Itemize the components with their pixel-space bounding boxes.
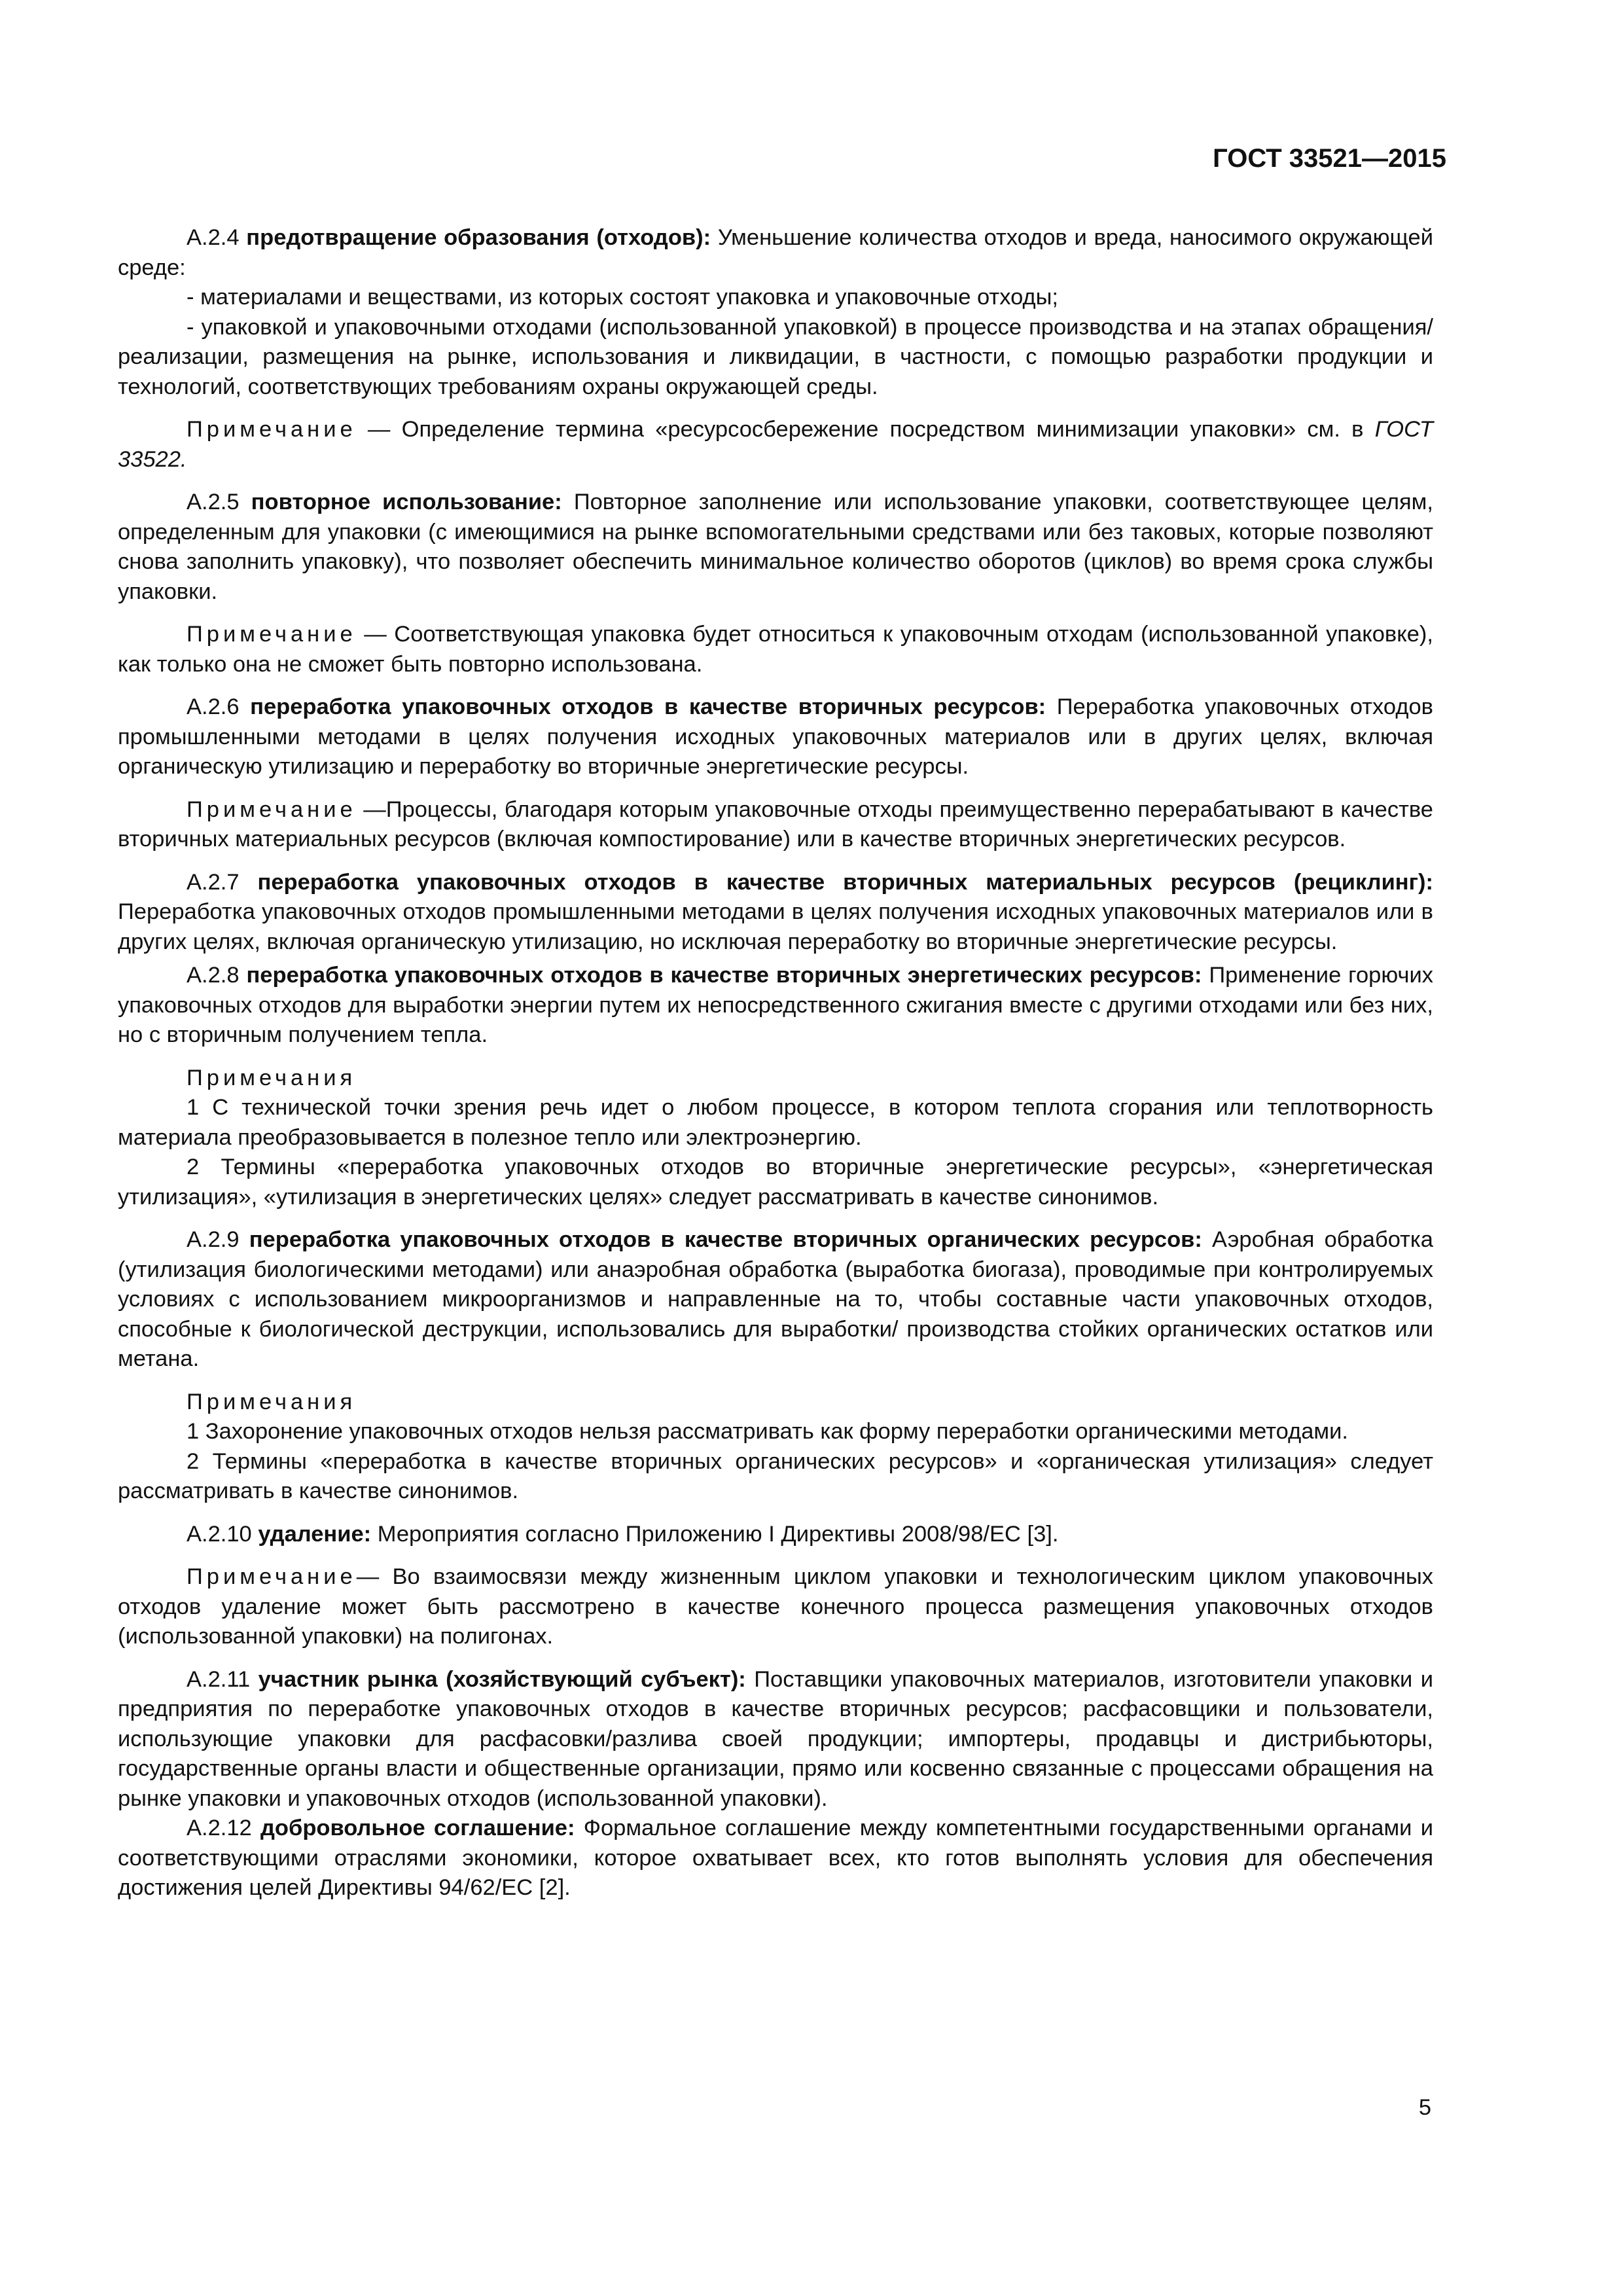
note-label: Примечание	[187, 622, 357, 647]
term: переработка упаковочных отходов в качестве вторичных энергетических ресурсов:	[246, 963, 1202, 988]
term: переработка упаковочных отходов в качестве вторичных ресурсов:	[250, 694, 1046, 719]
clause-number: А.2.8	[187, 963, 247, 988]
term: добровольное соглашение:	[260, 1816, 575, 1840]
note-a26	[118, 795, 1433, 855]
page-number: 5	[1418, 2095, 1431, 2120]
clause-a210	[118, 1520, 1433, 1550]
clause-number: А.2.9	[187, 1227, 249, 1252]
clause-a212	[118, 1814, 1433, 1903]
document-header: ГОСТ 33521—2015	[1213, 144, 1446, 173]
note-text: — Соответствующая упаковка будет относиться к упаковочным отходам (использованной упаковке), как только она не сможет быть повторно использована.	[118, 622, 1433, 677]
notes-label: Примечания	[187, 1389, 357, 1414]
note-item: 1 С технической точки зрения речь идет о любом процессе, в котором теплота сгорания или теплотворность материала преобразовывается в полезное тепло или электроэнергию.	[118, 1095, 1433, 1150]
list-item: - упаковкой и упаковочными отходами (использованной упаковкой) в процессе производства и на этапах обращения/реализации, размещения на рынке, использования и ликвидации, в частности, с помощью разработки продукции и технологий, соответствующих требованиям охраны окружающей среды.	[118, 314, 1433, 399]
definition: Аэробная обработка (утилизация биологическими методами) или анаэробная обработка (выработка биогаза), проводимые при контролируемых условиях с использованием микроорганизмов и направленные на то, чтобы составные части упаковочных отходов, способные к биологической деструкции, использовались для выработки/ производства стойких органических остатков или метана.	[118, 1227, 1433, 1371]
clause-a27	[118, 868, 1433, 958]
clause-number: А.2.5	[187, 490, 251, 514]
note-label: Примечание	[187, 417, 357, 442]
term: переработка упаковочных отходов в качестве вторичных органических ресурсов:	[249, 1227, 1202, 1252]
note-label: Примечание	[187, 1564, 357, 1589]
definition: Применение горючих упаковочных отходов для выработки энергии путем их непосредственного сжигания вместе с другими отходами или без них, но с вторичным получением тепла.	[118, 963, 1433, 1047]
definition: Переработка упаковочных отходов промышленными методами в целях получения исходных упаковочных материалов или в других целях, включая органическую утилизацию, но исключая переработку во вторичные энергетические ресурсы.	[118, 899, 1433, 954]
clause-number: А.2.10	[187, 1521, 259, 1547]
note-label: Примечание	[187, 797, 357, 822]
list-item: - материалами и веществами, из которых состоят упаковка и упаковочные отходы;	[187, 285, 1059, 310]
clause-a28	[118, 961, 1433, 1050]
clause-number: А.2.12	[187, 1816, 261, 1840]
note-item: 1 Захоронение упаковочных отходов нельзя рассматривать как форму переработки органическими методами.	[187, 1419, 1348, 1444]
clause-number: А.2.4	[187, 225, 247, 250]
note-a24	[118, 415, 1433, 475]
note-item: 2 Термины «переработка упаковочных отходов во вторичные энергетические ресурсы», «энергетическая утилизация», «утилизация в энергетических целях» следует рассматривать в качестве синонимов.	[118, 1155, 1433, 1210]
definition: Уменьшение количества отходов и вреда, наносимого окружающей среде:	[118, 225, 1433, 280]
note-text: —Процессы, благодаря которым упаковочные отходы преимущественно перерабатывают в качестве вторичных материальных ресурсов (включая компостирование) или в качестве вторичных энергетических ресурсов.	[118, 797, 1433, 852]
clause-a24	[118, 223, 1433, 283]
clause-number: А.2.7	[187, 869, 258, 895]
note-text: — Определение термина «ресурсосбережение посредством минимизации упаковки» см. в	[356, 417, 1375, 442]
clause-a29	[118, 1225, 1433, 1374]
definition: Повторное заполнение или использование упаковки, соответствующее целям, определенным для упаковки (с имеющимися на рынке вспомогательными средствами или без таковых, которые позволяют снова заполнить упаковку), что позволяет обеспечить минимальное количество оборотов (циклов) во время срока службы упаковки.	[118, 490, 1433, 604]
note-a210	[118, 1562, 1433, 1652]
notes-heading	[118, 1064, 1433, 1094]
definition: Мероприятия согласно Приложению I Директивы 2008/98/ЕС [3].	[371, 1521, 1059, 1547]
term: участник рынка (хозяйствующий субъект):	[258, 1666, 746, 1692]
term: переработка упаковочных отходов в качестве вторичных материальных ресурсов (рециклинг):	[257, 869, 1433, 895]
clause-a26	[118, 692, 1433, 782]
definition: Поставщики упаковочных материалов, изготовители упаковки и предприятия по переработке упаковочных отходов в качестве вторичных ресурсов; расфасовщики и пользователи, использующие упаковки для расфасовки/разлива своей продукции; импортеры, продавцы и дистрибьюторы, государственные органы власти и общественные организации, прямо или косвенно связанные с процессами обращения на рынке упаковки и упаковочных отходов (использованной упаковки).	[118, 1666, 1433, 1811]
clause-number: А.2.11	[187, 1666, 259, 1692]
note-a25	[118, 620, 1433, 679]
notes-label: Примечания	[187, 1065, 357, 1090]
note-text: — Во взаимосвязи между жизненным циклом упаковки и технологическим циклом упаковочных отходов удаление может быть рассмотрено в качестве конечного процесса размещения упаковочных отходов (использованной упаковки) на полигонах.	[118, 1564, 1433, 1649]
note-item: 2 Термины «переработка в качестве вторичных органических ресурсов» и «органическая утилизация» следует рассматривать в качестве синонимов.	[118, 1448, 1433, 1503]
term: повторное использование:	[251, 490, 562, 514]
term: удаление:	[258, 1521, 372, 1547]
clause-a25	[118, 488, 1433, 607]
notes-heading	[118, 1388, 1433, 1418]
clause-a211	[118, 1665, 1433, 1814]
definition: Формальное соглашение между компетентными государственными органами и соответствующими отраслями экономики, которое охватывает всех, кто готов выполнять условия для обеспечения достижения целей Директивы 94/62/ЕС [2].	[118, 1816, 1433, 1900]
note-reference: ГОСТ 33522.	[118, 417, 1433, 472]
clause-number: А.2.6	[187, 694, 251, 719]
term: предотвращение образования (отходов):	[246, 225, 711, 250]
definition: Переработка упаковочных отходов промышленными методами в целях получения исходных упаковочных материалов или в других целях, включая органическую утилизацию и переработку во вторичные энергетические ресурсы.	[118, 694, 1433, 779]
document-body	[118, 223, 1433, 1903]
